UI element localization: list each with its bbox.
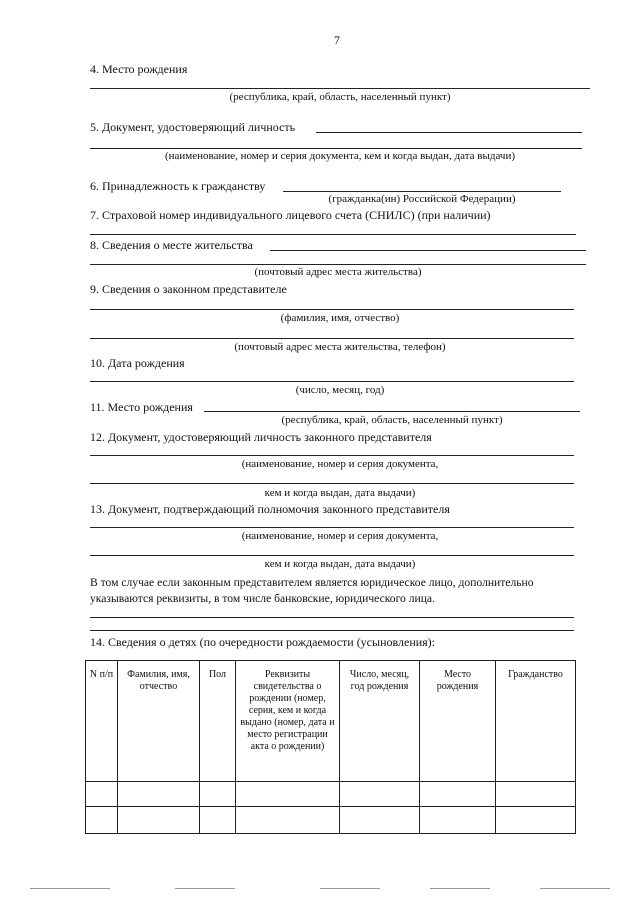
col-birthplace-header: Место рождения [420,661,496,782]
field-12-label: 12. Документ, удостоверяющий личность законного представителя [90,430,432,444]
col-sex-header: Пол [200,661,236,782]
field-6-label: 6. Принадлежность к гражданству [90,179,266,193]
col-birthdate-header: Число, месяц, год рождения [340,661,420,782]
field-4-caption: (республика, край, область, населенный пункт) [229,91,451,103]
field-9-line-2[interactable] [90,338,574,339]
field-12-caption-1: (наименование, номер и серия документа, [241,458,439,470]
field-5-label: 5. Документ, удостоверяющий личность [90,120,296,134]
table-cell[interactable] [496,807,576,834]
table-row [86,807,576,834]
field-11-line[interactable] [204,411,580,412]
field-6-caption: (гражданка(ин) Российской Федерации) [328,193,516,205]
field-9-label: 9. Сведения о законном представителе [90,282,287,296]
table-cell[interactable] [86,782,118,807]
field-11-caption: (республика, край, область, населенный пункт) [281,414,503,426]
field-10-label: 10. Дата рождения [90,356,185,370]
table-cell[interactable] [496,782,576,807]
legal-entity-note-line-1: В том случае если законным представителем является юридическое лицо, дополнительно [90,576,534,589]
field-9-line-1[interactable] [90,309,574,310]
field-7-label: 7. Страховой номер индивидуального лицевого счета (СНИЛС) (при наличии) [90,208,491,222]
field-8-line-2[interactable] [90,264,586,265]
field-9-caption-2: (почтовый адрес места жительства, телефон) [234,341,446,353]
col-fullname-header: Фамилия, имя, отчество [118,661,200,782]
table-cell[interactable] [200,782,236,807]
children-table-header-row [86,661,576,782]
table-cell[interactable] [86,807,118,834]
field-13-caption-2: кем и когда выдан, дата выдачи) [264,558,416,570]
field-5-caption: (наименование, номер и серия документа, кем и когда выдан, дата выдачи) [164,150,516,162]
field-14-label: 14. Сведения о детях (по очередности рождаемости (усыновления): [90,635,436,649]
field-10-line[interactable] [90,381,574,382]
field-6-line[interactable] [283,191,561,192]
field-8-label: 8. Сведения о месте жительства [90,238,253,252]
col-certificate-header: Реквизиты свидетельства о рождении (номер, серия, кем и когда выдано (номер, дата и место регистрации акта о рождении) [236,661,340,782]
field-8-caption: (почтовый адрес места жительства) [254,266,422,278]
field-13-line-2[interactable] [90,555,574,556]
legal-entity-line-2[interactable] [90,630,574,631]
scan-artifact [430,888,490,889]
field-8-line-1[interactable] [270,250,586,251]
legal-entity-line-1[interactable] [90,617,574,618]
table-cell[interactable] [118,807,200,834]
field-13-label: 13. Документ, подтверждающий полномочия законного представителя [90,502,450,516]
col-citizenship-header: Гражданство [496,661,576,782]
table-cell[interactable] [118,782,200,807]
field-13-line-1[interactable] [90,527,574,528]
field-9-caption-1: (фамилия, имя, отчество) [280,312,400,324]
scan-artifact [175,888,235,889]
field-12-caption-2: кем и когда выдан, дата выдачи) [264,487,416,499]
scan-artifact [540,888,610,889]
field-10-caption: (число, месяц, год) [295,384,385,396]
scan-artifact [30,888,110,889]
table-cell[interactable] [340,807,420,834]
field-4-line[interactable] [90,88,590,89]
page-number: 7 [334,33,340,47]
children-table [85,660,576,834]
field-12-line-1[interactable] [90,455,574,456]
table-cell[interactable] [420,807,496,834]
field-13-caption-1: (наименование, номер и серия документа, [241,530,439,542]
col-number-header: N п/п [86,661,118,782]
field-11-label: 11. Место рождения [90,400,193,414]
legal-entity-note-line-2: указываются реквизиты, в том числе банковские, юридического лица. [90,592,435,605]
field-5-line-2[interactable] [90,148,582,149]
table-row [86,782,576,807]
table-cell[interactable] [340,782,420,807]
field-12-line-2[interactable] [90,483,574,484]
scan-artifact [320,888,380,889]
table-cell[interactable] [200,807,236,834]
field-5-line-1[interactable] [316,132,582,133]
table-cell[interactable] [420,782,496,807]
field-7-line[interactable] [90,234,576,235]
field-4-label: 4. Место рождения [90,62,188,76]
table-cell[interactable] [236,782,340,807]
table-cell[interactable] [236,807,340,834]
